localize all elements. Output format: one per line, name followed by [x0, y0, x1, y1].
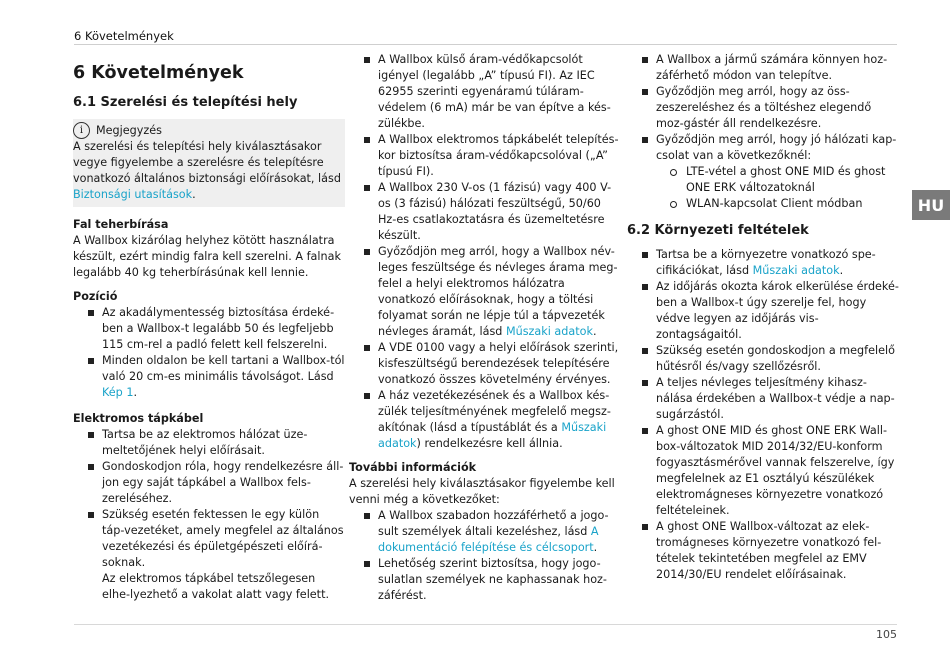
list-item: A teljes névleges teljesítmény kihasz-nálása érdekében a Wallbox-t védje a nap-sugárzástól. — [627, 375, 901, 423]
sublist-item: WLAN-kapcsolat Client módban — [627, 196, 901, 212]
list-item: A ház vezetékezésének és a Wallbox kés-zülék teljesítményének megfelelő megsz-akítónak (lásd a típustáblát és a Műszaki adatok) rendelkezésre kell állnia. — [349, 388, 619, 452]
list-item: A Wallbox a jármű számára könnyen hoz-záférhető módon van telepítve. — [627, 52, 901, 84]
list-item: Gondoskodjon róla, hogy rendelkezésre áll-jon egy saját tápkábel a Wallbox fels-zereléséhez. — [73, 459, 345, 507]
environment-list — [627, 247, 901, 583]
more-info-text: A szerelési hely kiválasztásakor figyelembe kell venni még a következőket: — [349, 477, 615, 506]
position-list — [73, 305, 345, 401]
note-label: Megjegyzés — [96, 123, 162, 137]
link-technical-data[interactable]: Műszaki adatok — [752, 264, 840, 277]
list-item: Győződjön meg arról, hogy az öss-zeszereléshez és a töltéshez elegendő moz-gástér áll rendelkezésre. — [627, 84, 901, 132]
note-text: A szerelési és telepítési hely kiválasztásakor vegye figyelembe a szerelésre és telepítésre vonatkozó általános biztonsági előírásokat, lásd Biztonsági utasítások. — [73, 140, 341, 201]
column-3 — [627, 52, 901, 583]
list-item: Tartsa be az elektromos hálózat üze-meltetőjének helyi előírásait. — [73, 427, 345, 459]
site-list — [627, 52, 901, 212]
link-figure-1[interactable]: Kép 1 — [102, 386, 134, 399]
header-rule — [74, 44, 897, 45]
heading-more-info: További információk — [349, 461, 477, 474]
heading-wall-load: Fal teherbírása — [73, 218, 169, 231]
chapter-title: 6 Követelmények — [73, 63, 244, 83]
running-header: 6 Követelmények — [74, 29, 174, 43]
list-item: Tartsa be a környezetre vonatkozó spe-cifikációkat, lásd Műszaki adatok. — [627, 247, 901, 279]
list-item: Szükség esetén fektessen le egy külön táp-vezetéket, amely megfelel az általános vezetékezési és épületgépészeti előírá-soknak. Az elektromos tápkábel tetszőlegesen elhe-lyezhető a vakolat alatt vagy felett. — [73, 507, 345, 603]
link-technical-data[interactable]: Műszaki adatok — [505, 325, 593, 338]
more-info-list — [349, 508, 619, 604]
link-safety-instructions[interactable]: Biztonsági utasítások — [73, 188, 193, 201]
page-number: 105 — [876, 628, 897, 641]
list-item: A Wallbox külső áram-védőkapcsolót igényel (legalább „A” típusú FI). Az IEC 62955 szerinti egyenáramú túláram-védelem (6 mA) már be van építve a kés-zülékbe. — [349, 52, 619, 132]
network-sublist — [627, 164, 901, 212]
list-item: Minden oldalon be kell tartani a Wallbox-tól való 20 cm-es minimális távolságot. Lásd Kép 1. — [73, 353, 345, 401]
requirements-list — [349, 52, 619, 452]
language-tab: HU — [912, 190, 950, 220]
list-item: Győződjön meg arról, hogy jó hálózati kap-csolat van a következőknél: LTE-vétel a ghost ONE MID és ghost ONE ERK változatoknál WLAN-kapcsolat Client módban — [627, 132, 901, 212]
list-item: A ghost ONE Wallbox-változat az elek-tromágneses környezetre vonatkozó fel-tételek tekintetében megfelel az EMV 2014/30/EU rendelet előírásainak. — [627, 519, 901, 583]
column-1 — [73, 62, 345, 603]
list-item: Győződjön meg arról, hogy a Wallbox név-leges feszültsége és névleges árama meg-felel a helyi elektromos hálózatra vonatkozó előírásoknak, hogy a töltési folyamat során ne lépje túl a tápvezeték névleges áramát, lásd Műszaki adatok. — [349, 244, 619, 340]
list-item: Szükség esetén gondoskodjon a megfelelő hűtésről és/vagy szellőzésről. — [627, 343, 901, 375]
note-header — [73, 122, 343, 139]
heading-power-cable: Elektromos tápkábel — [73, 412, 204, 425]
info-icon: i — [73, 122, 90, 139]
section-title-6-1: 6.1 Szerelési és telepítési hely — [73, 95, 298, 110]
sublist-item: LTE-vétel a ghost ONE MID és ghost ONE ERK változatoknál — [627, 164, 901, 196]
note-box — [73, 119, 345, 207]
list-item: Az akadálymentesség biztosítása érdeké-ben a Wallbox-t legalább 50 és legfeljebb 115 cm-rel a padló felett kell felszerelni. — [73, 305, 345, 353]
cable-list — [73, 427, 345, 603]
list-item: Az időjárás okozta károk elkerülése érdeké-ben a Wallbox-t úgy szerelje fel, hogy védve legyen az időjárás vis-zontagságaitól. — [627, 279, 901, 343]
list-item: A ghost ONE MID és ghost ONE ERK Wall-box-változatok MID 2014/32/EU-konform fogyasztásmérővel vannak felszerelve, így megfelelnek az E1 osztályú készülékek elektromágneses környezetre vonatkozó feltételeinek. — [627, 423, 901, 519]
list-item: Lehetőség szerint biztosítsa, hogy jogo-sulatlan személyek ne kaphassanak hoz-záférést. — [349, 556, 619, 604]
link-technical-data[interactable]: Műszaki adatok — [378, 421, 607, 450]
list-item: A Wallbox elektromos tápkábelét telepítés-kor biztosítsa áram-védőkapcsolóval („A” típusú FI). — [349, 132, 619, 180]
column-2 — [349, 52, 619, 604]
list-item: A Wallbox szabadon hozzáférhető a jogo-sult személyek általi kezeléshez, lásd A dokumentáció felépítése és célcsoport. — [349, 508, 619, 556]
list-item: A Wallbox 230 V-os (1 fázisú) vagy 400 V-os (3 fázisú) hálózati feszültségű, 50/60 Hz-es csatlakoztatásra és üzemeltetésre készült. — [349, 180, 619, 244]
list-item: A VDE 0100 vagy a helyi előírások szerinti, kisfeszültségű berendezések telepítésére vonatkozó összes követelmény érvényes. — [349, 340, 619, 388]
heading-position: Pozíció — [73, 290, 118, 303]
section-title-6-2: 6.2 Környezeti feltételek — [627, 223, 809, 238]
link-document-structure[interactable]: A dokumentáció felépítése és célcsoport — [378, 525, 599, 554]
footer-rule — [74, 624, 897, 625]
wall-load-text: A Wallbox kizárólag helyhez kötött használatra készült, ezért mindig falra kell szerelni. A falnak legalább 40 kg teherbírásúnak kell lennie. — [73, 234, 341, 279]
